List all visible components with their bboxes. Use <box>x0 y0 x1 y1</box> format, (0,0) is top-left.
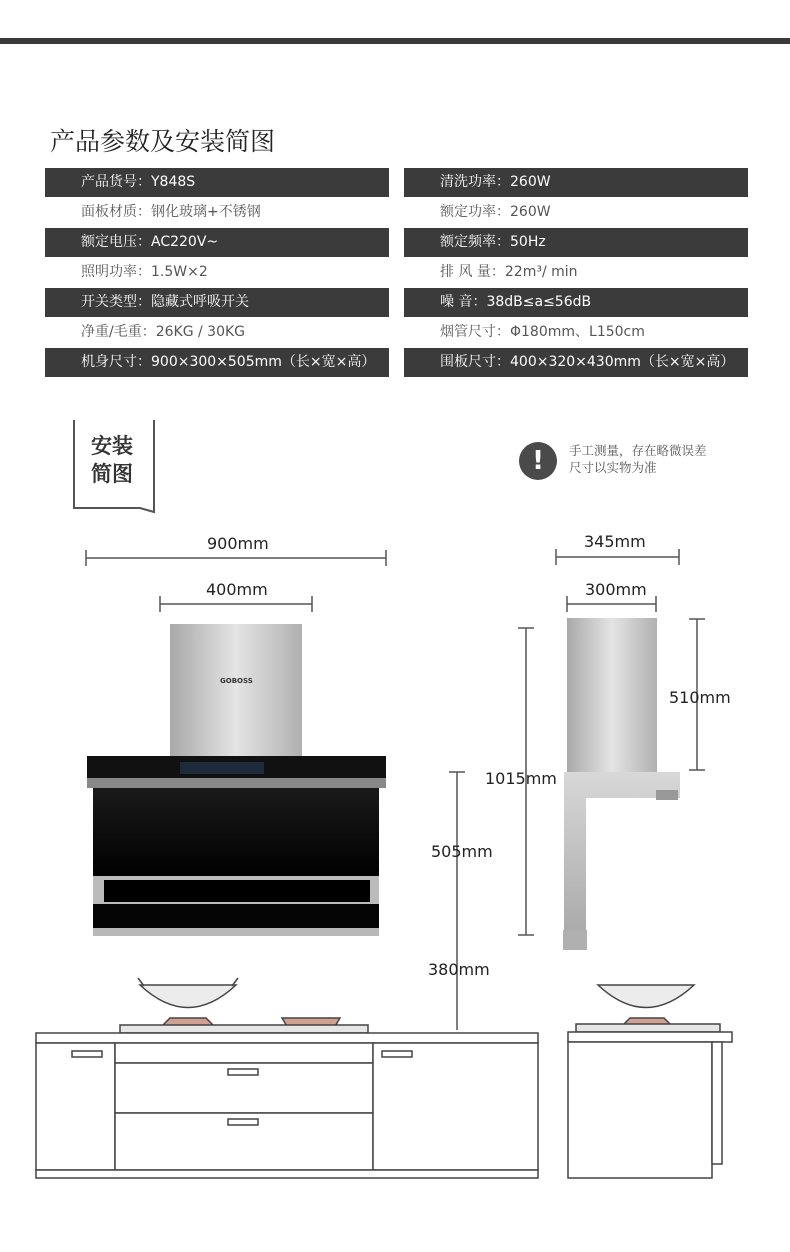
dim-height-chimney: 510mm <box>669 688 731 707</box>
spec-row: 照明功率：1.5W×2 <box>45 258 389 287</box>
brand-logo: GOBOSS <box>220 677 253 685</box>
spec-row: 烟管尺寸：Φ180mm、L150cm <box>404 318 748 347</box>
dim-depth-chimney: 300mm <box>585 580 647 599</box>
dim-line-depth-total <box>556 549 679 565</box>
spec-row: 噪 音：38dB≤a≤56dB <box>404 288 748 317</box>
dim-width-total: 900mm <box>207 534 269 553</box>
spec-row: 围板尺寸：400×320×430mm（长×宽×高） <box>404 348 748 377</box>
spec-row: 额定功率：260W <box>404 198 748 227</box>
spec-row: 净重/毛重：26KG / 30KG <box>45 318 389 347</box>
spec-row: 开关类型：隐藏式呼吸开关 <box>45 288 389 317</box>
spec-row: 排 风 量：22m³/ min <box>404 258 748 287</box>
spec-row: 额定频率：50Hz <box>404 228 748 257</box>
dim-depth-total: 345mm <box>584 532 646 551</box>
dim-height-total: 1015mm <box>485 769 557 788</box>
dim-height-body: 505mm <box>431 842 493 861</box>
spec-row: 面板材质：钢化玻璃+不锈钢 <box>45 198 389 227</box>
cabinet-front <box>36 1025 538 1178</box>
dim-clearance: 380mm <box>428 960 490 979</box>
spec-row: 额定电压：AC220V~ <box>45 228 389 257</box>
hood-front-view <box>87 624 386 936</box>
exclamation-icon: ! <box>519 442 557 480</box>
page-title: 产品参数及安装简图 <box>50 127 276 156</box>
cabinet-side <box>568 1024 732 1178</box>
spec-row: 清洗功率：260W <box>404 168 748 197</box>
spec-row: 机身尺寸：900×300×505mm（长×宽×高） <box>45 348 389 377</box>
dim-line-height-body <box>449 772 465 1030</box>
wok-illustration <box>138 978 694 1028</box>
hood-side-view <box>563 618 680 950</box>
dim-width-chimney: 400mm <box>206 580 268 599</box>
section-label: 安装 简图 <box>91 434 133 486</box>
spec-row: 产品货号：Y848S <box>45 168 389 197</box>
